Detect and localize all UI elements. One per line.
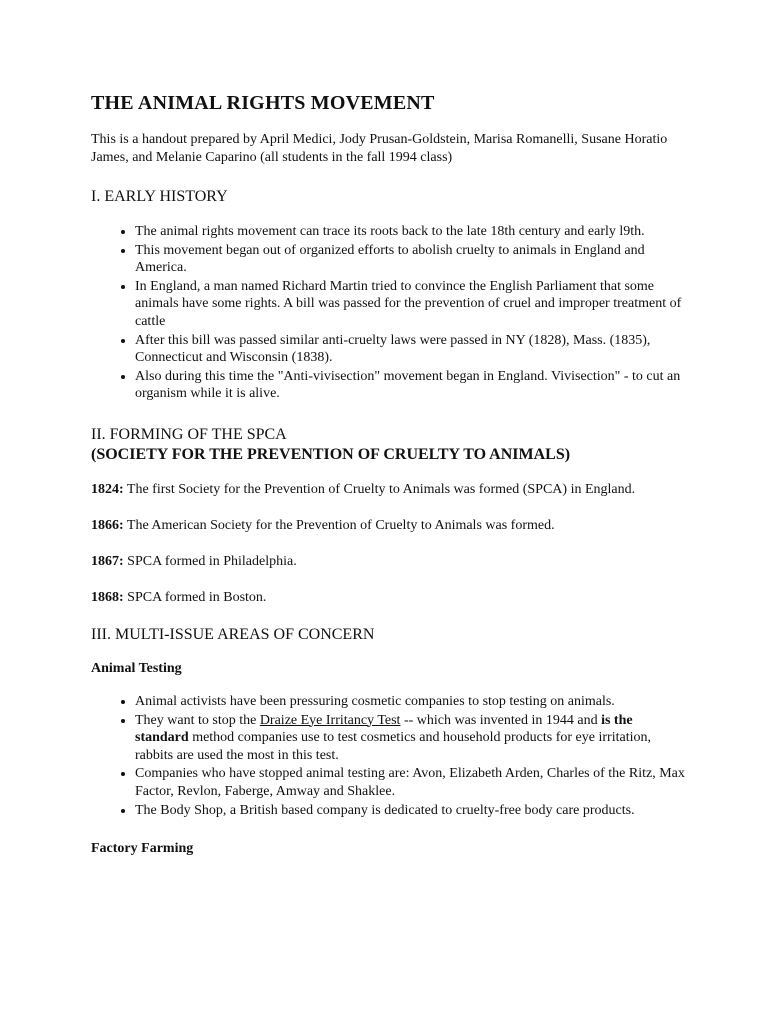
section-spca-title: II. FORMING OF THE SPCA — [91, 425, 287, 443]
entry-text: SPCA formed in Philadelphia. — [123, 553, 297, 569]
text-run: method companies use to test cosmetics and household products for eye irritation, rabbits are used the most in this test. — [135, 730, 651, 763]
timeline-entry — [91, 553, 688, 571]
list-item: • In England, a man named Richard Martin tried to convince the English Parliament that some animals have some rights. A bill was passed for the prevention of cruel and improper treatment of cattle — [135, 278, 688, 331]
animal-testing-heading: Animal Testing — [91, 660, 182, 676]
text-run: They want to stop the — [135, 712, 260, 728]
factory-farming-heading: Factory Farming — [91, 841, 194, 857]
emphasis-text: is the standard — [135, 712, 633, 746]
section-spca-heading — [91, 425, 688, 465]
list-item: • The animal rights movement can trace its roots back to the late 18th century and early l9th. — [135, 223, 688, 241]
entry-text: The American Society for the Prevention of Cruelty to Animals was formed. — [123, 517, 555, 533]
entry-text: The first Society for the Prevention of Cruelty to Animals was formed (SPCA) in England. — [123, 481, 636, 497]
list-item: • The Body Shop, a British based company is dedicated to cruelty-free body care products. — [135, 802, 688, 820]
entry-year: 1866: — [91, 517, 124, 533]
timeline-entry — [91, 481, 688, 499]
early-history-list — [91, 223, 688, 403]
intro-paragraph: This is a handout prepared by April Medici, Jody Prusan-Goldstein, Marisa Romanelli, Susane Horatio James, and Melanie Caparino (all students in the fall 1994 class) — [91, 132, 668, 165]
section-early-history-heading: I. EARLY HISTORY — [91, 188, 228, 205]
timeline-entry — [91, 589, 688, 607]
text-run: -- which was invented in 1944 and — [400, 712, 602, 728]
document-title: THE ANIMAL RIGHTS MOVEMENT — [91, 92, 435, 114]
timeline-entry — [91, 517, 688, 535]
list-item — [135, 712, 688, 765]
entry-year: 1824: — [91, 481, 124, 497]
list-item: • After this bill was passed similar anti-cruelty laws were passed in NY (1828), Mass. (1835), Connecticut and Wisconsin (1838). — [135, 332, 688, 367]
entry-year: 1868: — [91, 589, 124, 605]
entry-year: 1867: — [91, 553, 124, 569]
section-multi-issue-heading: III. MULTI-ISSUE AREAS OF CONCERN — [91, 625, 375, 643]
entry-text: SPCA formed in Boston. — [123, 589, 267, 605]
animal-testing-list — [91, 693, 688, 819]
list-item: • Also during this time the "Anti-vivisection" movement began in England. Vivisection" - to cut an organism while it is alive. — [135, 368, 688, 403]
section-spca-subtitle: (SOCIETY FOR THE PREVENTION OF CRUELTY TO ANIMALS) — [91, 445, 571, 463]
draize-test-link[interactable]: Draize Eye Irritancy Test — [259, 712, 401, 728]
list-item: • Animal activists have been pressuring cosmetic companies to stop testing on animals. — [135, 693, 688, 711]
list-item: • This movement began out of organized efforts to abolish cruelty to animals in England and America. — [135, 242, 688, 277]
list-item: • Companies who have stopped animal testing are: Avon, Elizabeth Arden, Charles of the Ritz, Max Factor, Revlon, Faberge, Amway and Shaklee. — [135, 765, 688, 800]
